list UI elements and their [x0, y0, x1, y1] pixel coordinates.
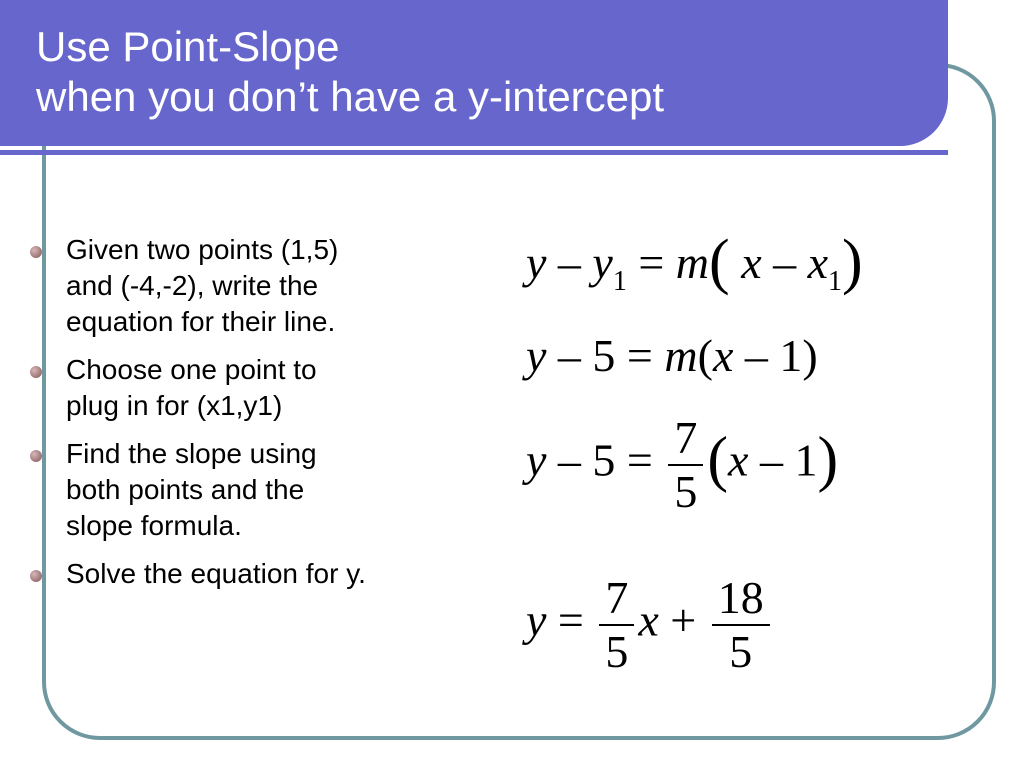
slope-intercept-result-equation [526, 572, 774, 678]
bullet-dot-icon [30, 450, 42, 462]
fraction-denominator: 5 [605, 626, 629, 677]
bullet-line: Choose one point to [66, 354, 317, 385]
eq-symbol: y [526, 237, 547, 288]
intercept-fraction [712, 572, 770, 678]
eq-paren: ) [817, 425, 839, 494]
eq-symbol: y [526, 434, 547, 486]
eq-number: 1 [779, 330, 803, 381]
eq-symbol: x [728, 434, 749, 486]
eq-symbol: x [741, 237, 762, 288]
eq-operator: – [773, 237, 797, 288]
eq-number: 5 [592, 434, 616, 486]
eq-subscript: 1 [828, 266, 843, 297]
substituted-point-equation [526, 328, 818, 384]
eq-operator: – [557, 434, 581, 486]
slide-title [36, 22, 664, 122]
eq-operator: = [626, 330, 653, 381]
eq-number: 5 [592, 330, 616, 381]
eq-operator: – [744, 330, 768, 381]
bullet-line: plug in for (x1,y1) [66, 390, 283, 421]
bullet-dot-icon [30, 246, 42, 258]
eq-paren: ) [842, 228, 863, 296]
eq-paren: ( [697, 330, 713, 381]
eq-symbol: x [807, 237, 829, 288]
bullet-line: and (-4,-2), write the [66, 270, 319, 301]
fraction-numerator: 7 [605, 572, 629, 623]
title-rule [0, 150, 948, 155]
bullet-item [30, 352, 500, 424]
fraction-numerator: 18 [717, 572, 764, 623]
eq-operator: = [626, 434, 653, 486]
bullet-item [30, 436, 500, 544]
fraction-denominator: 5 [729, 626, 753, 677]
bullet-line: Given two points (1,5) [66, 234, 339, 265]
bullet-line: Find the slope using [66, 438, 317, 469]
eq-operator: = [638, 237, 665, 288]
bullet-line: slope formula. [66, 510, 242, 541]
eq-symbol: x [638, 594, 659, 646]
bullet-dot-icon [30, 366, 42, 378]
title-line-1: Use Point-Slope [36, 23, 340, 70]
eq-operator: – [557, 330, 581, 381]
slope-fraction [668, 412, 703, 518]
bullet-line: both points and the [66, 474, 305, 505]
bullet-dot-icon [30, 570, 42, 582]
eq-number: 1 [794, 434, 818, 486]
bullet-line: equation for their line. [66, 306, 336, 337]
bullet-item [30, 556, 500, 592]
bullet-item [30, 232, 500, 340]
fraction-denominator: 5 [674, 466, 698, 517]
eq-paren: ( [707, 425, 729, 494]
eq-symbol: y [526, 330, 547, 381]
eq-operator: + [670, 594, 697, 646]
slope-substituted-equation [526, 412, 838, 518]
eq-symbol: y [592, 237, 613, 288]
eq-operator: – [759, 434, 783, 486]
title-line-2: when you don’t have a y-intercept [36, 73, 665, 120]
eq-symbol: m [675, 237, 710, 288]
eq-subscript: 1 [612, 266, 627, 297]
eq-operator: – [557, 237, 581, 288]
eq-paren: ) [802, 330, 818, 381]
eq-symbol: x [712, 330, 734, 381]
point-slope-general-equation [526, 228, 863, 310]
eq-operator: = [557, 594, 584, 646]
eq-paren: ( [709, 228, 730, 296]
fraction-numerator: 7 [674, 412, 698, 463]
bullet-list [30, 232, 500, 604]
bullet-line: Solve the equation for y. [66, 558, 366, 589]
eq-symbol: y [526, 594, 547, 646]
slope-fraction [599, 572, 634, 678]
eq-symbol: m [664, 330, 698, 381]
